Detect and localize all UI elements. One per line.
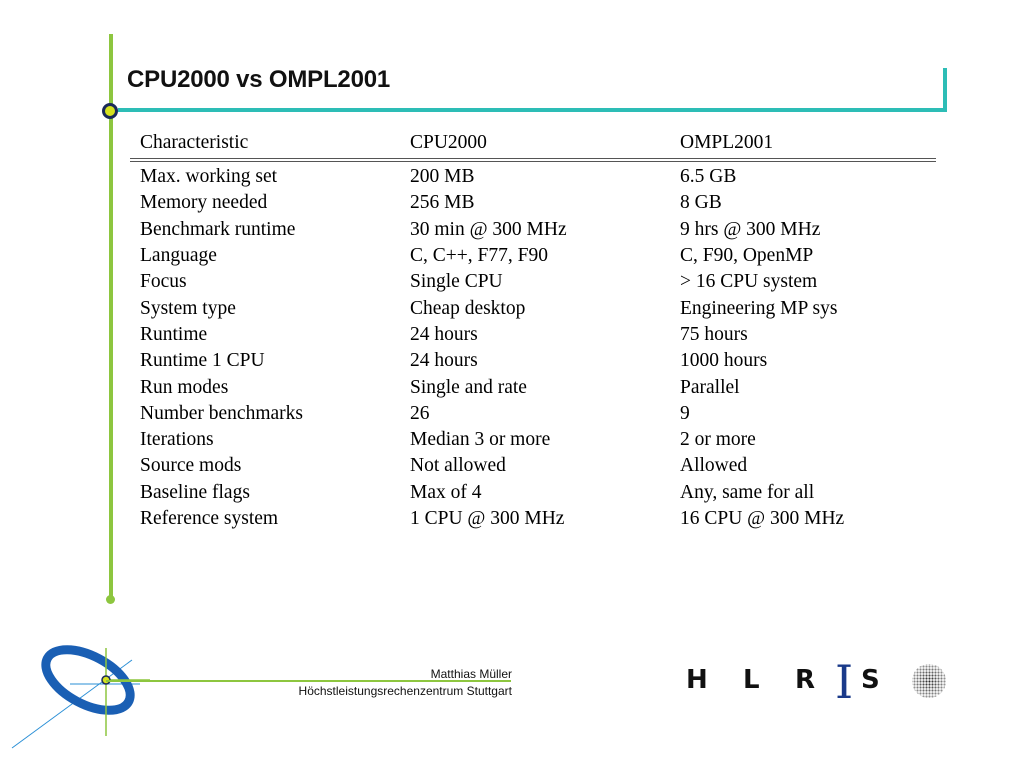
hlris-logo [683, 653, 945, 709]
logo-letter: S [861, 665, 880, 695]
table-cell: 9 [680, 402, 690, 424]
table-cell: 26 [410, 402, 430, 424]
table-cell: 1 CPU @ 300 MHz [410, 508, 565, 529]
table-cell: Memory needed [140, 192, 268, 214]
table-cell: Engineering MP sys [680, 297, 838, 319]
logo-letter: R [795, 665, 816, 695]
table-cell: 1000 hours [680, 350, 768, 372]
table-cell: 256 MB [410, 192, 475, 214]
column-header: CPU2000 [400, 131, 670, 160]
dotted-globe-icon [910, 662, 948, 700]
logo-divider: I [835, 655, 854, 709]
table-row [130, 480, 936, 506]
table-row [130, 190, 936, 216]
table-cell: 8 GB [680, 192, 722, 214]
table-cell: Source mods [140, 455, 242, 477]
table-cell: 200 MB [410, 166, 475, 188]
comparison-table [130, 131, 936, 532]
table-cell: Run modes [140, 376, 229, 398]
table-cell: Allowed [680, 455, 748, 477]
table-cell: 24 hours [410, 323, 478, 345]
table-cell: Single and rate [410, 376, 527, 398]
table-cell: 75 hours [680, 323, 748, 345]
table-row [130, 348, 936, 374]
logo-letter: L [743, 665, 760, 695]
table-cell: Reference system [140, 508, 279, 529]
table-cell: Single CPU [410, 271, 503, 293]
slide-title: CPU2000 vs OMPL2001 [127, 66, 391, 93]
table-cell: Iterations [140, 429, 214, 451]
ring-bullet [102, 103, 118, 119]
orbit-logo-icon [0, 640, 150, 750]
table-cell: C, C++, F77, F90 [410, 245, 548, 267]
table-cell: Baseline flags [140, 481, 250, 503]
table-cell: Language [140, 245, 217, 267]
table-row [130, 243, 936, 269]
column-header: Characteristic [130, 131, 400, 160]
table-cell: Focus [140, 271, 187, 293]
table-row [130, 160, 936, 190]
table-cell: 30 min @ 300 MHz [410, 218, 567, 240]
table-cell: 2 or more [680, 429, 756, 451]
table-cell: System type [140, 297, 236, 319]
table-row [130, 401, 936, 427]
green-dot [106, 595, 115, 604]
table-row [130, 427, 936, 453]
table-cell: Runtime 1 CPU [140, 350, 265, 372]
table-cell: > 16 CPU system [680, 271, 818, 293]
table-cell: Any, same for all [680, 481, 815, 503]
table-row [130, 295, 936, 321]
table-row [130, 374, 936, 400]
table-cell: Number benchmarks [140, 402, 303, 424]
footer-credit [299, 666, 512, 700]
table-cell: 6.5 GB [680, 166, 737, 188]
table-cell: 9 hrs @ 300 MHz [680, 218, 821, 240]
table-row [130, 453, 936, 479]
logo-letter: H [686, 665, 708, 695]
table-cell: 16 CPU @ 300 MHz [680, 508, 845, 529]
table-header-row [130, 131, 936, 160]
table-cell: Cheap desktop [410, 297, 526, 319]
table-cell: Max of 4 [410, 481, 482, 503]
table-cell: Median 3 or more [410, 429, 551, 451]
table-cell: Runtime [140, 323, 208, 345]
table-row [130, 217, 936, 243]
institution-name: Höchstleistungsrechenzentrum Stuttgart [298, 684, 512, 698]
author-name: Matthias Müller [430, 667, 512, 681]
table-row [130, 506, 936, 532]
table-cell: Not allowed [410, 455, 506, 477]
table-cell: 24 hours [410, 350, 478, 372]
teal-rule [118, 108, 947, 112]
column-header: OMPL2001 [670, 131, 936, 160]
teal-rule-end [943, 68, 947, 112]
table-cell: C, F90, OpenMP [680, 245, 814, 267]
table-row [130, 269, 936, 295]
table-cell: Parallel [680, 376, 740, 398]
table-cell: Benchmark runtime [140, 218, 296, 240]
table-cell: Max. working set [140, 166, 278, 188]
table-row [130, 322, 936, 348]
